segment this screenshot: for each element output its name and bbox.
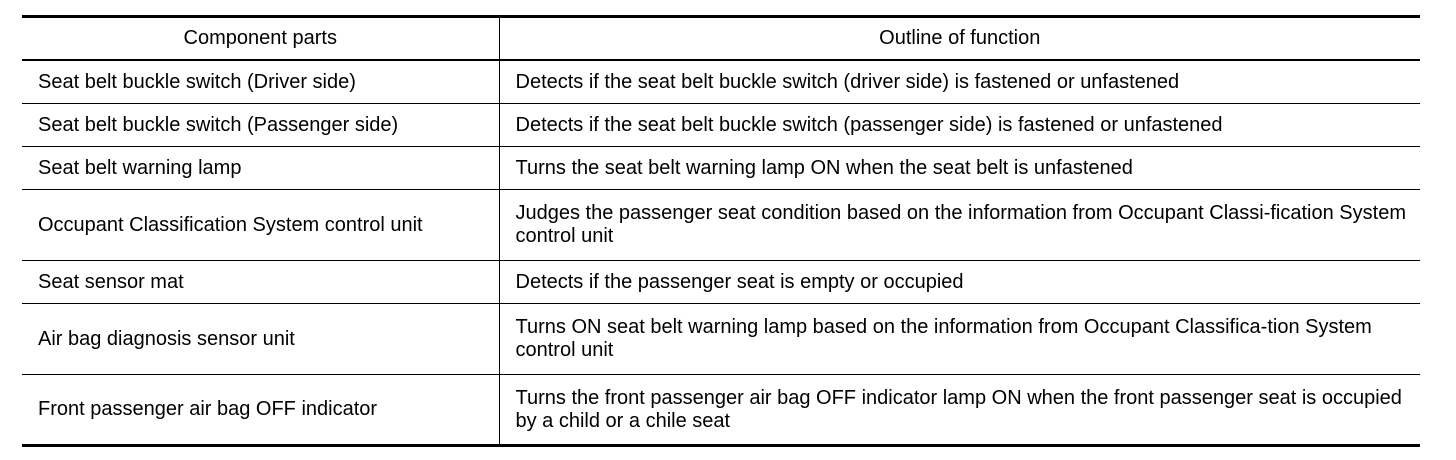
table-row xyxy=(22,104,1420,147)
table-row xyxy=(22,190,1420,261)
table-row xyxy=(22,375,1420,446)
table-header-row xyxy=(22,17,1420,61)
table-row xyxy=(22,60,1420,104)
component-cell: Seat sensor mat xyxy=(22,261,499,304)
component-cell: Air bag diagnosis sensor unit xyxy=(22,304,499,375)
header-component-parts: Component parts xyxy=(22,17,499,61)
function-cell: Turns the seat belt warning lamp ON when the seat belt is unfastened xyxy=(499,147,1420,190)
function-cell: Detects if the passenger seat is empty or occupied xyxy=(499,261,1420,304)
component-cell: Front passenger air bag OFF indicator xyxy=(22,375,499,446)
component-cell: Seat belt warning lamp xyxy=(22,147,499,190)
table-row xyxy=(22,304,1420,375)
function-cell: Detects if the seat belt buckle switch (driver side) is fastened or unfastened xyxy=(499,60,1420,104)
component-cell: Seat belt buckle switch (Passenger side) xyxy=(22,104,499,147)
component-cell: Occupant Classification System control unit xyxy=(22,190,499,261)
function-cell: Turns the front passenger air bag OFF indicator lamp ON when the front passenger seat is occupied by a child or a chile seat xyxy=(499,375,1420,446)
function-cell: Detects if the seat belt buckle switch (passenger side) is fastened or unfastened xyxy=(499,104,1420,147)
header-outline-of-function: Outline of function xyxy=(499,17,1420,61)
table-row xyxy=(22,261,1420,304)
table-row xyxy=(22,147,1420,190)
function-cell: Turns ON seat belt warning lamp based on the information from Occupant Classifica-tion System control unit xyxy=(499,304,1420,375)
component-cell: Seat belt buckle switch (Driver side) xyxy=(22,60,499,104)
component-function-table xyxy=(22,15,1420,447)
function-cell: Judges the passenger seat condition based on the information from Occupant Classi-fication System control unit xyxy=(499,190,1420,261)
